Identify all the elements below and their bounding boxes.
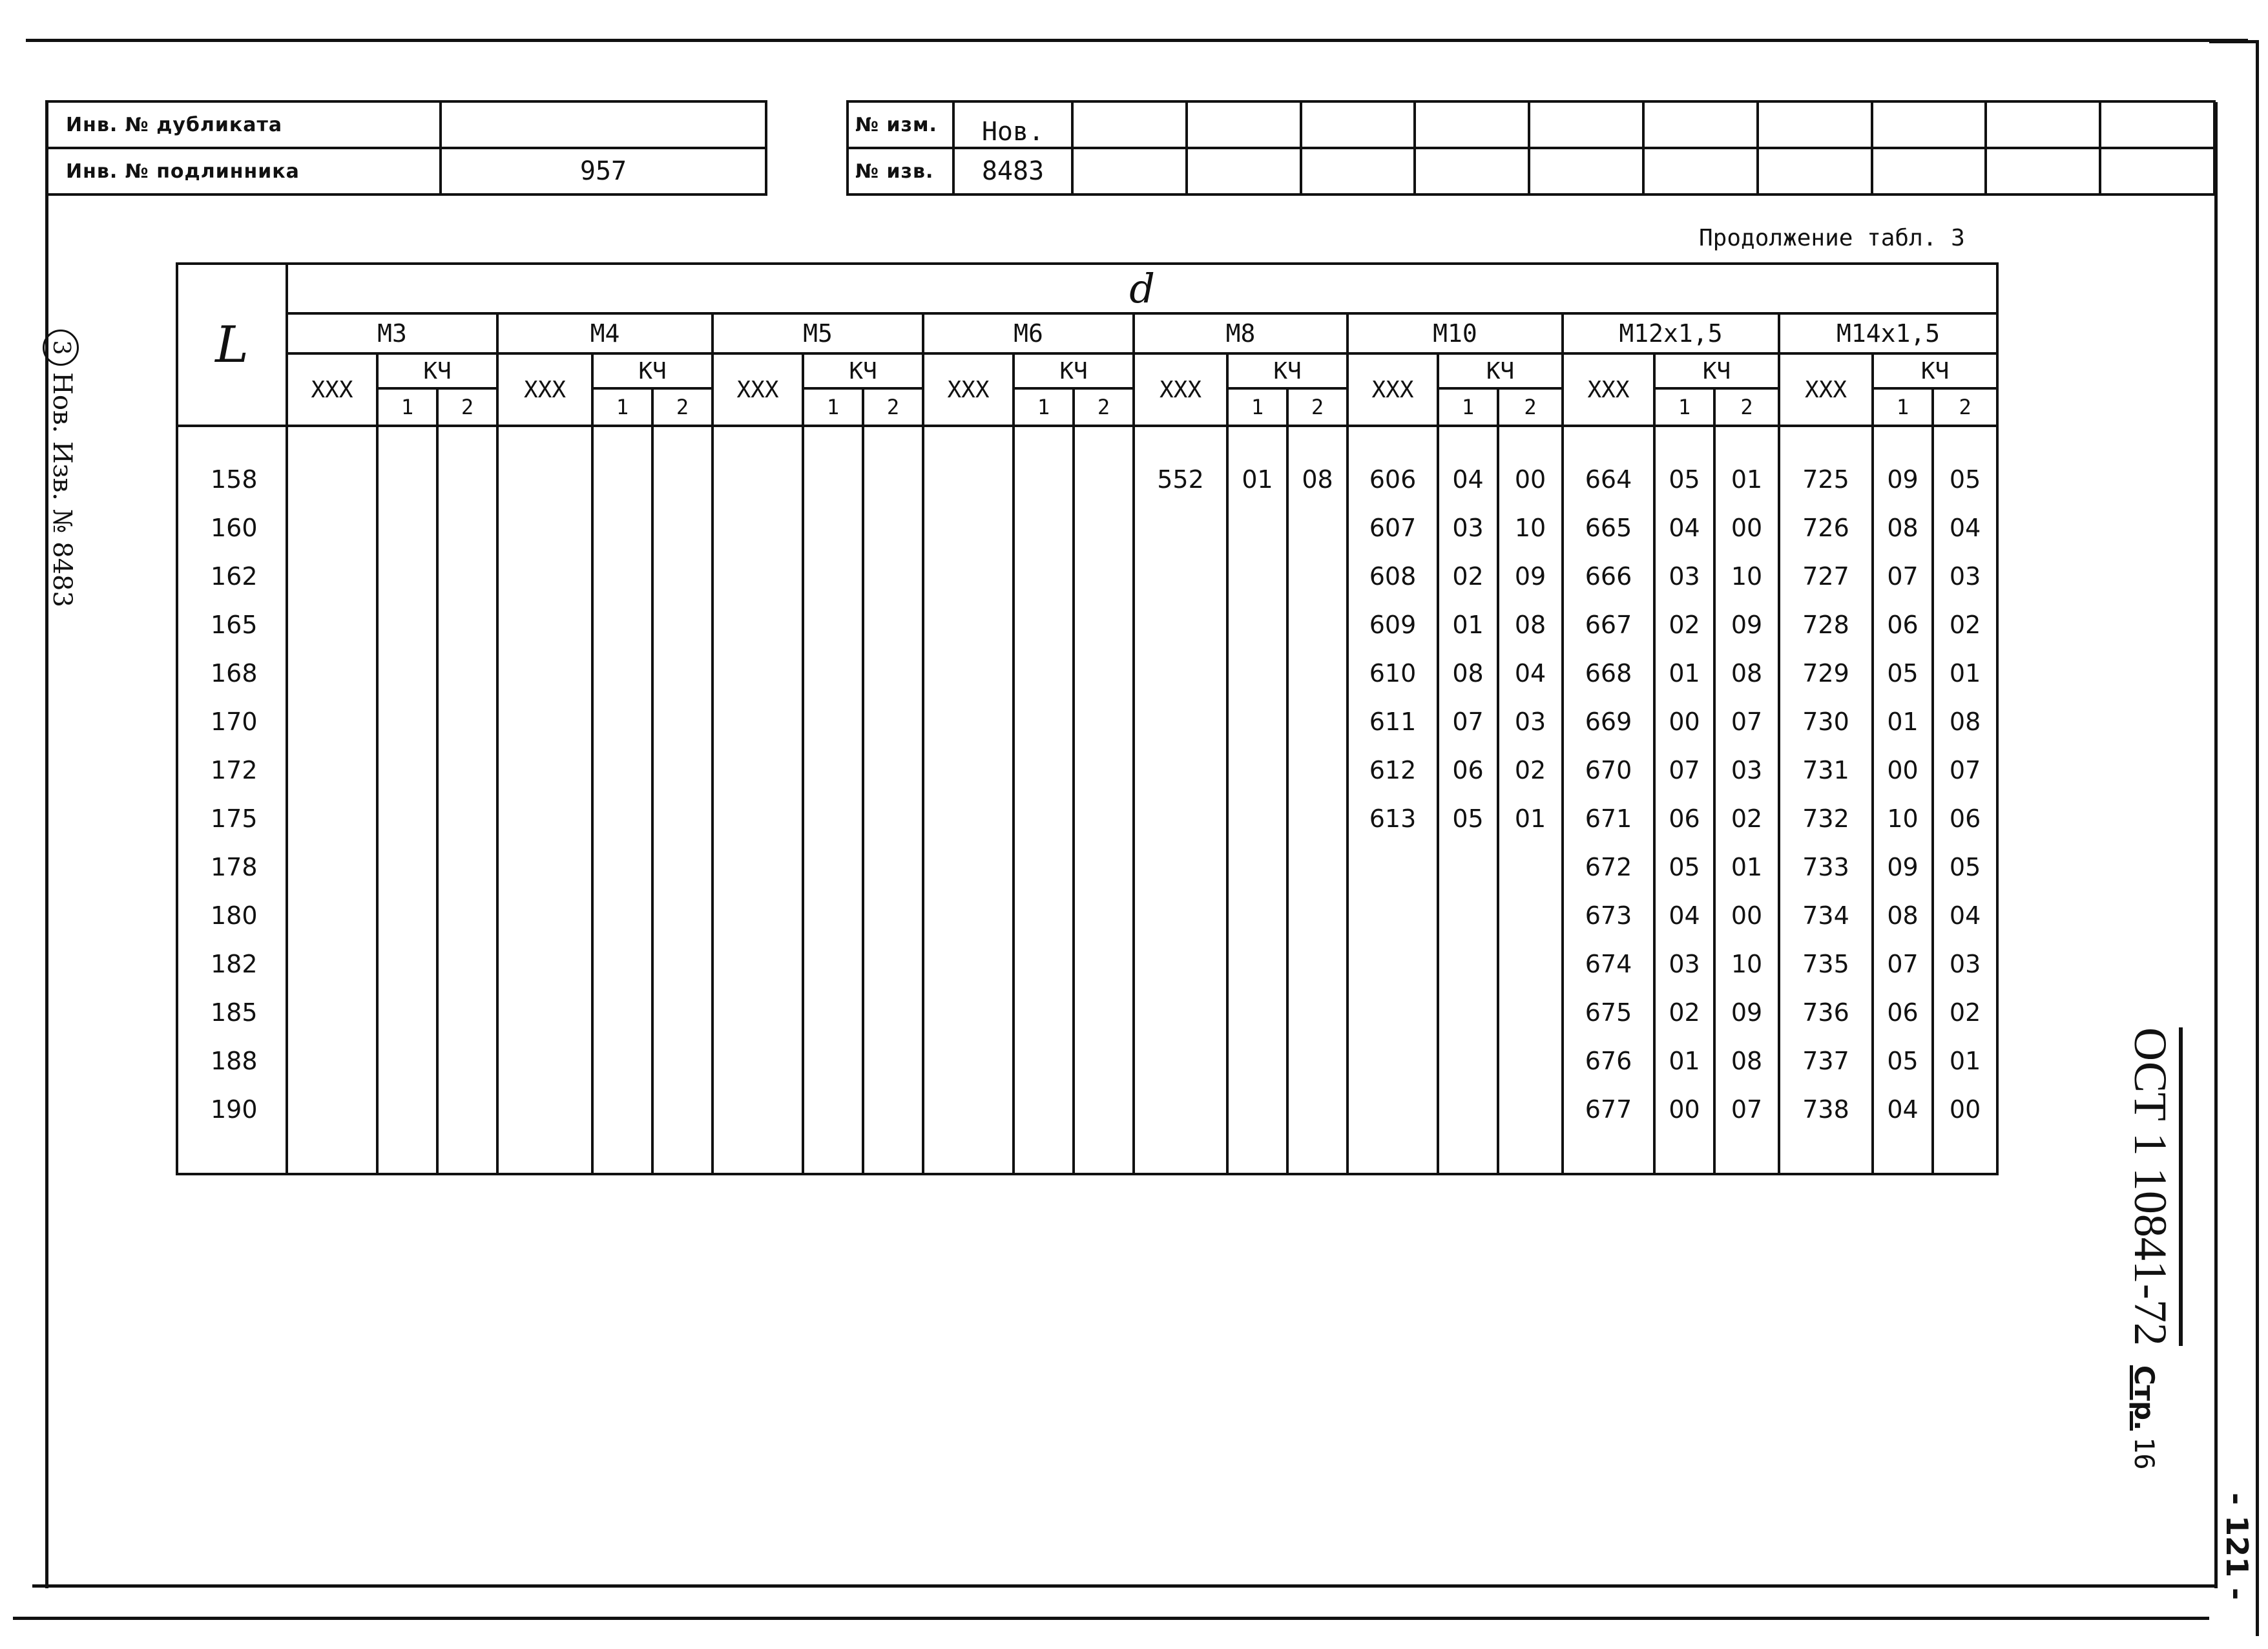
kch-header: КЧ <box>1227 353 1347 388</box>
value-xxx: 730 <box>1802 708 1849 736</box>
l-value: 185 <box>211 998 258 1027</box>
stamp-cell <box>2100 148 2214 194</box>
kch-header: КЧ <box>1014 353 1134 388</box>
kch-sub-1: 1 <box>377 388 437 426</box>
value-xxx: 734 <box>1802 901 1849 930</box>
value-k1: 08 <box>1887 514 1919 542</box>
kch-sub-2: 2 <box>437 388 497 426</box>
value-xxx: 611 <box>1369 708 1417 736</box>
value-xxx: 726 <box>1802 514 1849 542</box>
value-k2: 00 <box>1731 514 1763 542</box>
stamp-cell <box>1758 101 1872 148</box>
value-k1: 07 <box>1669 756 1700 784</box>
value-k1: 00 <box>1669 708 1700 736</box>
kch-sub-2: 2 <box>863 388 923 426</box>
value-xxx: 669 <box>1585 708 1632 736</box>
group-xxx-cell <box>923 426 1014 1174</box>
xxx-header: XXX <box>287 353 377 426</box>
stamp-cell <box>1986 148 2100 194</box>
group-k2-cell <box>437 426 497 1174</box>
stamp-cell <box>1643 101 1758 148</box>
stamp-cell <box>1301 101 1415 148</box>
sidebar-change-text: Нов. Изв. № 8483 <box>47 372 77 607</box>
l-values-cell <box>177 426 287 1174</box>
value-xxx: 675 <box>1585 998 1632 1027</box>
stamp-right <box>846 100 2216 196</box>
value-k1: 05 <box>1669 465 1700 494</box>
value-k2: 04 <box>1949 514 1981 542</box>
value-k2: 09 <box>1731 611 1763 639</box>
value-xxx: 609 <box>1369 611 1417 639</box>
kch-header: КЧ <box>592 353 713 388</box>
kch-header: КЧ <box>1873 353 1997 388</box>
group-xxx-cell <box>713 426 803 1174</box>
l-value: 165 <box>211 611 258 639</box>
stamp-cell <box>1415 101 1529 148</box>
sheet-number: - 121 - <box>2220 1493 2254 1601</box>
value-k2: 08 <box>1514 611 1546 639</box>
value-k1: 07 <box>1887 562 1919 591</box>
group-k1-cell <box>592 426 652 1174</box>
kch-sub-2: 2 <box>1074 388 1134 426</box>
l-value: 162 <box>211 562 258 591</box>
group-xxx-cell <box>497 426 592 1174</box>
value-k2: 04 <box>1949 901 1981 930</box>
duplicate-inventory-label: Инв. № дубликата <box>47 101 441 148</box>
value-xxx: 728 <box>1802 611 1849 639</box>
group-header: M6 <box>923 313 1134 353</box>
change-number-value: Нов. <box>953 101 1072 148</box>
value-k1: 03 <box>1452 514 1484 542</box>
xxx-header: XXX <box>1779 353 1873 426</box>
change-number-label: № изм. <box>848 101 953 148</box>
group-k1-cell <box>377 426 437 1174</box>
value-k2: 01 <box>1731 853 1763 881</box>
original-inventory-value: 957 <box>441 148 766 194</box>
value-k1: 08 <box>1887 901 1919 930</box>
kch-header: КЧ <box>1654 353 1779 388</box>
value-xxx: 668 <box>1585 659 1632 688</box>
value-xxx: 610 <box>1369 659 1417 688</box>
l-value: 190 <box>211 1095 258 1124</box>
value-k1: 02 <box>1669 611 1700 639</box>
value-k1: 08 <box>1452 659 1484 688</box>
value-k1: 05 <box>1452 804 1484 833</box>
group-xxx-cell <box>1779 426 1873 1174</box>
value-k1: 06 <box>1887 998 1919 1027</box>
value-xxx: 725 <box>1802 465 1849 494</box>
value-k1: 10 <box>1887 804 1919 833</box>
value-k2: 03 <box>1949 562 1981 591</box>
value-k1: 01 <box>1242 465 1273 494</box>
value-xxx: 674 <box>1585 950 1632 978</box>
value-xxx: 606 <box>1369 465 1417 494</box>
group-header: M10 <box>1347 313 1563 353</box>
value-k1: 09 <box>1887 853 1919 881</box>
frame-outer-right-line <box>2256 40 2259 1636</box>
group-k1-cell <box>1654 426 1714 1174</box>
value-xxx: 673 <box>1585 901 1632 930</box>
group-k2-cell <box>1074 426 1134 1174</box>
kch-sub-2: 2 <box>652 388 713 426</box>
stamp-cell <box>1529 101 1643 148</box>
group-k2-cell <box>863 426 923 1174</box>
value-k1: 03 <box>1669 950 1700 978</box>
revision-circle: 3 <box>43 330 79 366</box>
value-k2: 03 <box>1949 950 1981 978</box>
value-xxx: 731 <box>1802 756 1849 784</box>
kch-sub-1: 1 <box>803 388 863 426</box>
xxx-header: XXX <box>713 353 803 426</box>
value-k2: 10 <box>1514 514 1546 542</box>
kch-header: КЧ <box>377 353 497 388</box>
document-code: ОСТ 1 10841-72 <box>2125 1027 2183 1346</box>
value-k1: 06 <box>1669 804 1700 833</box>
kch-sub-1: 1 <box>1654 388 1714 426</box>
kch-sub-2: 2 <box>1714 388 1779 426</box>
value-k1: 04 <box>1887 1095 1919 1124</box>
frame-top-line <box>26 39 2248 42</box>
value-k2: 00 <box>1514 465 1546 494</box>
value-k1: 06 <box>1887 611 1919 639</box>
frame-outer-bottom-line <box>13 1617 2209 1620</box>
value-xxx: 612 <box>1369 756 1417 784</box>
xxx-header: XXX <box>1563 353 1654 426</box>
value-k1: 05 <box>1887 1047 1919 1075</box>
xxx-header: XXX <box>1134 353 1227 426</box>
value-xxx: 664 <box>1585 465 1632 494</box>
kch-sub-2: 2 <box>1933 388 1997 426</box>
l-value: 180 <box>211 901 258 930</box>
value-k2: 10 <box>1731 562 1763 591</box>
value-k1: 01 <box>1452 611 1484 639</box>
stamp-cell <box>1529 148 1643 194</box>
l-column-header: L <box>177 264 287 426</box>
kch-header: КЧ <box>1438 353 1563 388</box>
table-continuation-caption: Продолжение табл. 3 <box>1699 225 1965 251</box>
l-value: 160 <box>211 514 258 542</box>
value-k1: 04 <box>1669 901 1700 930</box>
value-xxx: 737 <box>1802 1047 1849 1075</box>
value-k2: 06 <box>1949 804 1981 833</box>
group-header: M4 <box>497 313 713 353</box>
value-k1: 06 <box>1452 756 1484 784</box>
value-k1: 00 <box>1887 756 1919 784</box>
value-xxx: 735 <box>1802 950 1849 978</box>
kch-header: КЧ <box>803 353 923 388</box>
value-k1: 01 <box>1669 1047 1700 1075</box>
value-xxx: 670 <box>1585 756 1632 784</box>
value-k1: 04 <box>1452 465 1484 494</box>
group-k2-cell <box>1933 426 1997 1174</box>
value-k1: 03 <box>1669 562 1700 591</box>
value-k1: 02 <box>1452 562 1484 591</box>
group-xxx-cell <box>1347 426 1438 1174</box>
original-inventory-label: Инв. № подлинника <box>47 148 441 194</box>
kch-sub-1: 1 <box>1873 388 1933 426</box>
value-k1: 05 <box>1887 659 1919 688</box>
group-k1-cell <box>1438 426 1498 1174</box>
data-table <box>176 262 1999 1175</box>
kch-sub-2: 2 <box>1287 388 1347 426</box>
value-k2: 08 <box>1949 708 1981 736</box>
xxx-header: XXX <box>923 353 1014 426</box>
value-xxx: 552 <box>1157 465 1204 494</box>
xxx-header: XXX <box>1347 353 1438 426</box>
kch-sub-1: 1 <box>592 388 652 426</box>
page-label: Стр. <box>2128 1365 2160 1431</box>
stamp-cell <box>1643 148 1758 194</box>
notice-number-value: 8483 <box>953 148 1072 194</box>
l-value: 170 <box>211 708 258 736</box>
value-xxx: 613 <box>1369 804 1417 833</box>
value-k2: 05 <box>1949 465 1981 494</box>
stamp-cell <box>1187 148 1301 194</box>
value-k2: 02 <box>1731 804 1763 833</box>
value-k1: 01 <box>1887 708 1919 736</box>
value-k2: 00 <box>1731 901 1763 930</box>
document-designation <box>2123 1027 2177 1470</box>
value-k1: 05 <box>1669 853 1700 881</box>
page-number: 16 <box>2128 1437 2160 1470</box>
value-k2: 02 <box>1949 611 1981 639</box>
value-k2: 01 <box>1949 659 1981 688</box>
value-xxx: 671 <box>1585 804 1632 833</box>
group-xxx-cell <box>287 426 377 1174</box>
value-xxx: 736 <box>1802 998 1849 1027</box>
group-xxx-cell <box>1134 426 1227 1174</box>
l-value: 175 <box>211 804 258 833</box>
value-k1: 07 <box>1452 708 1484 736</box>
group-k1-cell <box>1227 426 1287 1174</box>
group-k1-cell <box>1873 426 1933 1174</box>
stamp-cell <box>1301 148 1415 194</box>
stamp-cell <box>1872 148 1986 194</box>
stamp-cell <box>1758 148 1872 194</box>
value-k2: 03 <box>1514 708 1546 736</box>
value-k2: 10 <box>1731 950 1763 978</box>
sidebar-change-note <box>43 330 79 607</box>
value-k2: 08 <box>1302 465 1333 494</box>
value-k2: 07 <box>1731 1095 1763 1124</box>
value-xxx: 672 <box>1585 853 1632 881</box>
value-xxx: 677 <box>1585 1095 1632 1124</box>
value-xxx: 607 <box>1369 514 1417 542</box>
kch-sub-1: 1 <box>1014 388 1074 426</box>
value-k2: 01 <box>1731 465 1763 494</box>
kch-sub-2: 2 <box>1498 388 1563 426</box>
xxx-header: XXX <box>497 353 592 426</box>
duplicate-inventory-value <box>441 101 766 148</box>
value-k2: 07 <box>1731 708 1763 736</box>
value-xxx: 666 <box>1585 562 1632 591</box>
stamp-cell <box>1986 101 2100 148</box>
kch-sub-1: 1 <box>1438 388 1498 426</box>
value-xxx: 665 <box>1585 514 1632 542</box>
group-k2-cell <box>1498 426 1563 1174</box>
stamp-cell <box>1072 101 1187 148</box>
group-k2-cell <box>1714 426 1779 1174</box>
value-k1: 04 <box>1669 514 1700 542</box>
value-k2: 01 <box>1949 1047 1981 1075</box>
l-value: 168 <box>211 659 258 688</box>
group-xxx-cell <box>1563 426 1654 1174</box>
value-xxx: 727 <box>1802 562 1849 591</box>
value-xxx: 667 <box>1585 611 1632 639</box>
l-value: 158 <box>211 465 258 494</box>
value-k2: 09 <box>1514 562 1546 591</box>
value-k1: 00 <box>1669 1095 1700 1124</box>
stamp-cell <box>1187 101 1301 148</box>
stamp-cell <box>1415 148 1529 194</box>
value-xxx: 733 <box>1802 853 1849 881</box>
frame-inner-bottom-line <box>32 1584 2218 1588</box>
l-value: 188 <box>211 1047 258 1075</box>
value-k2: 04 <box>1514 659 1546 688</box>
value-k1: 09 <box>1887 465 1919 494</box>
group-header: M12x1,5 <box>1563 313 1779 353</box>
stamp-cell <box>1072 148 1187 194</box>
value-k2: 08 <box>1731 659 1763 688</box>
group-header: M8 <box>1134 313 1347 353</box>
value-xxx: 608 <box>1369 562 1417 591</box>
value-xxx: 738 <box>1802 1095 1849 1124</box>
stamp-left <box>45 100 767 196</box>
value-k2: 00 <box>1949 1095 1981 1124</box>
group-k1-cell <box>803 426 863 1174</box>
group-header: M5 <box>713 313 923 353</box>
value-k2: 02 <box>1949 998 1981 1027</box>
l-value: 182 <box>211 950 258 978</box>
l-value: 172 <box>211 756 258 784</box>
value-k2: 03 <box>1731 756 1763 784</box>
notice-number-label: № изв. <box>848 148 953 194</box>
group-k1-cell <box>1014 426 1074 1174</box>
value-k2: 02 <box>1514 756 1546 784</box>
value-xxx: 732 <box>1802 804 1849 833</box>
kch-sub-1: 1 <box>1227 388 1287 426</box>
group-k2-cell <box>1287 426 1347 1174</box>
value-k2: 08 <box>1731 1047 1763 1075</box>
value-k2: 01 <box>1514 804 1546 833</box>
value-k2: 09 <box>1731 998 1763 1027</box>
group-header: M3 <box>287 313 497 353</box>
value-xxx: 729 <box>1802 659 1849 688</box>
value-k2: 05 <box>1949 853 1981 881</box>
l-value: 178 <box>211 853 258 881</box>
frame-top-right-line <box>2209 40 2258 43</box>
frame-inner-right-line <box>2214 102 2218 1588</box>
frame-inner-left-line <box>45 102 48 1588</box>
stamp-cell <box>2100 101 2214 148</box>
value-k1: 02 <box>1669 998 1700 1027</box>
value-k2: 07 <box>1949 756 1981 784</box>
group-header: M14x1,5 <box>1779 313 1997 353</box>
d-column-header: d <box>287 264 1997 313</box>
value-k1: 07 <box>1887 950 1919 978</box>
value-xxx: 676 <box>1585 1047 1632 1075</box>
stamp-cell <box>1872 101 1986 148</box>
group-k2-cell <box>652 426 713 1174</box>
value-k1: 01 <box>1669 659 1700 688</box>
